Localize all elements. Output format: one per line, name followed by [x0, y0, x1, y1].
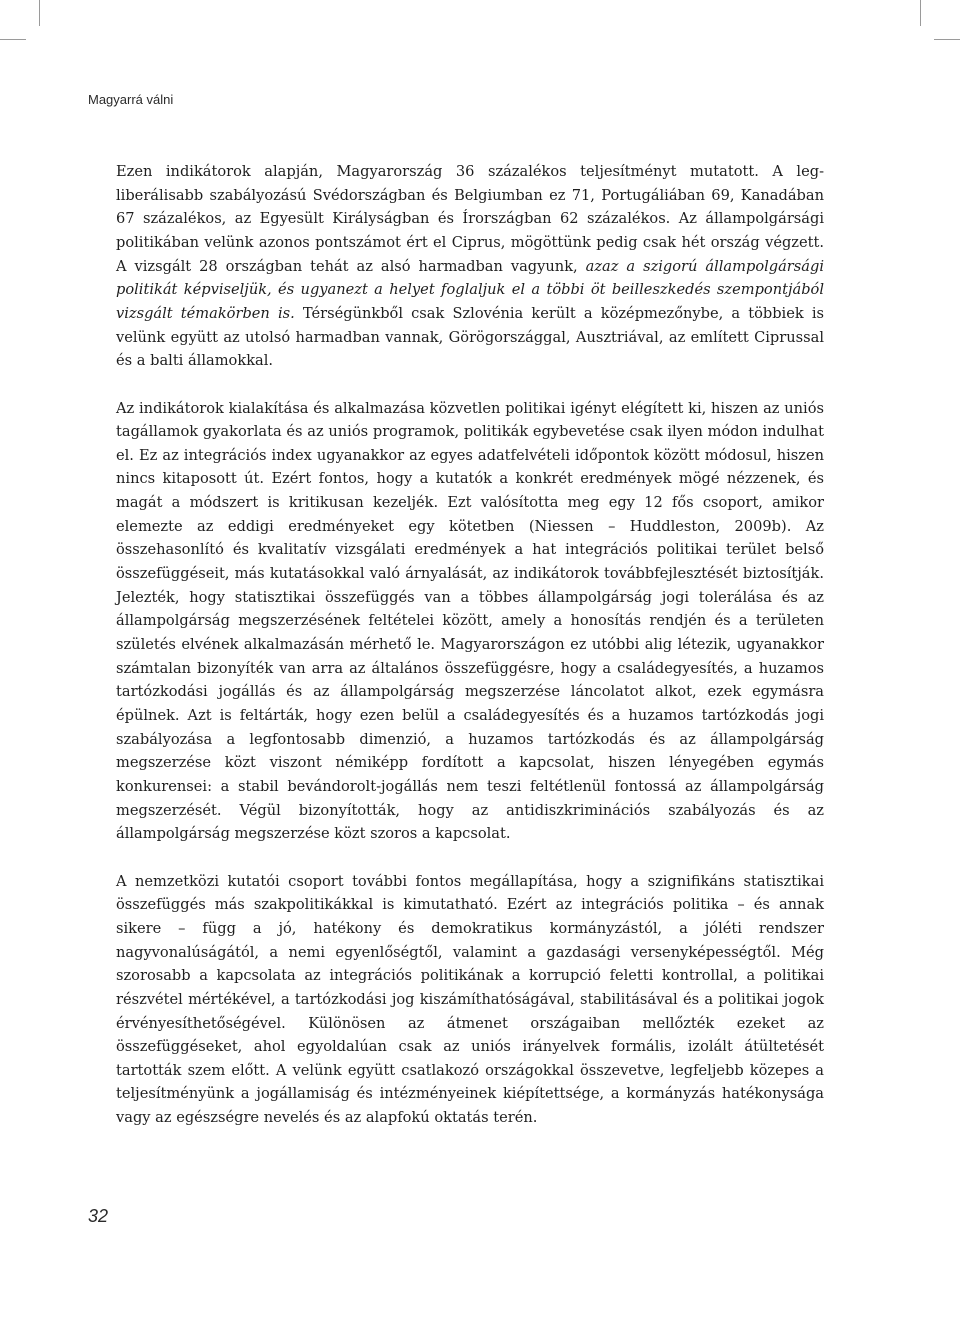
- paragraph-1-emphasis: azaz a szigorú állampolgársági politikát képviseljük, és ugyanezt a helyet foglaljuk el a többi öt beilleszkedés szempontjából vizsgált témakörben is.: [116, 257, 824, 322]
- paragraph-1-text: Ezen indikátorok alapján, Magyarország 36 százalékos teljesítményt mutatott. A legliberálisabb szabályozású Svédországban és Belgiumban ez 71, Portugáliában 69, Kanadában 67 százalékos, az Egyesült Királyságban és Írországban 62 százalékos. Az állampolgársági politikában velünk azonos pontszámot ért el Ciprus, mögöttünk pedig csak hét ország végzett. A vizsgált 28 országban tehát az alsó harmadban vagyunk,: [116, 163, 824, 275]
- paragraph-2: Az indikátorok kialakítása és alkalmazása közvetlen politikai igényt elégített ki, hiszen az uniós tagállamok gyakorlata és az uniós programok, politikák egybevetése csak ilyen módon indulhat el. Ez az integrációs index ugyanakkor az egyes adatfelvételi időpontok között módosul, hiszen nincs kitaposott út. Ezért fontos, hogy a kutatók a konkrét eredmények mögé nézzenek, és magát a módszert is kritikusan kezeljék. Ezt valósította meg egy 12 fős csoport, amikor elemezte az eddigi eredményeket egy kötetben (Niessen – Huddleston, 2009b). Az összehasonlító és kvalitatív vizsgálati eredmények a hat integrációs politikai terület belső összefüggéseit, más kutatásokkal való árnyalását, az indikátorok továbbfejlesztését biztosítják. Jelezték, hogy statisztikai összefüggés van a többes állampolgárság jogi tolerálása és az állampolgárság megszerzésének feltételei között, amely a honosítás rendjén és a területen születés elvének alkalmazásán mérhető le. Magyarországon ez utóbbi alig létezik, ugyanakkor számtalan bizonyíték van arra az általános összefüggésre, hogy a családegyesítés, a huzamos tartózkodási jogállás és az állampolgárság megszerzése láncolatot alkot, ezek egymásra épülnek. Azt is feltárták, hogy ezen belül a családegyesítés és a huzamos tartózkodás jogi szabályozása a legfontosabb dimenzió, a huzamos tartózkodás és az állampolgárság megszerzése közt viszont némiképp fordított a kapcsolat, hiszen lényegében egymás konkurensei: a stabil bevándorolt-jogállás nem teszi feltétlenül fontossá az állampolgárság megszerzését. Végül bizonyították, hogy az antidiszkriminációs szabályozás és az állampolgárság megszerzése közt szoros a kapcsolat.: [116, 399, 824, 843]
- paragraph-3: A nemzetközi kutatói csoport további fontos megállapítása, hogy a szignifikáns statisztikai összefüggés más szakpolitikákkal is kimutatható. Ezért az integrációs politika – és annak sikere – függ a jó, hatékony és demokratikus kormányzástól, a jóléti rendszer nagyvonalúságától, a nemi egyenlőségtől, valamint a gazdasági versenyképességtől. Még szorosabb a kapcsolata az integrációs politikának a korrupció feletti kontrollal, a politikai részvétel mértékével, a tartózkodási jog kiszámíthatóságával, stabilitásával és a politikai jogok érvényesíthetőségével. Különösen az átmenet országaiban mellőzték ezeket az összefüggéseket, ahol egyoldalúan csak az uniós irányelvek formális, izolált átültetését tartották szem előtt. A velünk együtt csatlakozó országokkal összevetve, legfeljebb közepes a teljesítményünk a jogállamiság és intézményeinek kiépítettsége, a kormányzás hatékonysága vagy az egészségre nevelés és az alapfokú oktatás terén.: [116, 872, 824, 1127]
- crop-mark-top-right-vertical: [920, 0, 921, 26]
- body-text: [116, 160, 824, 1153]
- paragraph-1: [116, 160, 824, 373]
- crop-mark-top-right-horizontal: [934, 39, 960, 40]
- paragraph-1-text-end: Térségünkből csak Szlovénia került a középmezőnybe, a többiek is velünk együtt az utolsó harmadban vannak, Görögországgal, Ausztriával, az említett Ciprussal és a balti államokkal.: [116, 304, 824, 370]
- crop-mark-top-left-vertical: [39, 0, 40, 26]
- crop-mark-top-left-horizontal: [0, 39, 26, 40]
- running-header: Magyarrá válni: [88, 92, 174, 107]
- page-number: 32: [88, 1206, 109, 1226]
